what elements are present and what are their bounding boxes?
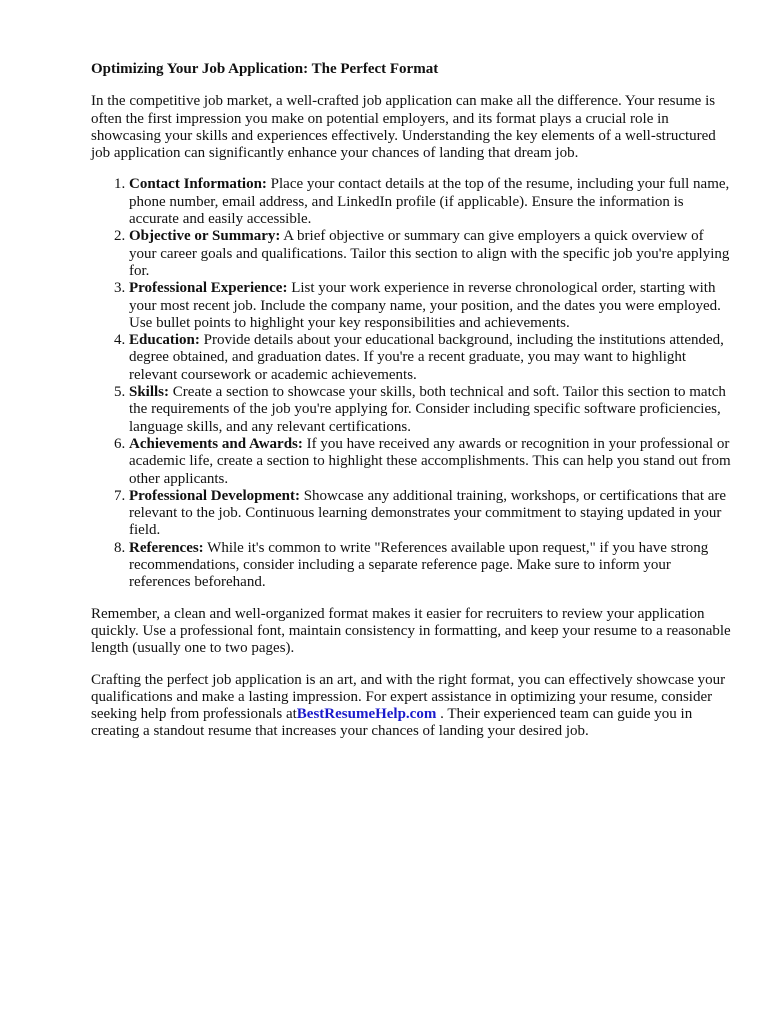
item-label: Objective or Summary: [129,228,281,245]
item-label: Professional Experience: [129,280,288,297]
list-item [129,176,733,228]
list-item [129,540,733,592]
item-text: While it's common to write "References available upon request," if you have strong recommendations, consider including a separate reference page. Make sure to inform your references beforehand. [129,539,709,591]
list-item [129,384,733,436]
list-item [129,488,733,540]
list-item [129,332,733,384]
bestresumehelp-link[interactable]: BestResumeHelp.com [296,706,437,723]
closing-paragraph [91,672,733,741]
list-item [129,436,733,488]
item-text: Place your contact details at the top of the resume, including your full name, phone number, email address, and LinkedIn profile (if applicable). Ensure the information is accurate and easily accessible. [129,176,730,228]
item-text: Create a section to showcase your skills, both technical and soft. Tailor this section to match the requirements of the job you're applying for. Consider including specific software proficiencies, language skills, and any relevant certifications. [129,384,726,435]
closing-text-before: Crafting the perfect job application is an art, and with the right format, you can effectively showcase your qualifications and make a lasting impression. For expert assistance in optimizing your resume, consider seeking help from professionals at [91,671,726,723]
intro-paragraph: In the competitive job market, a well-crafted job application can make all the difference. Your resume is often the first impression you make on potential employers, and its format plays a crucial role in showcasing your skills and experiences effectively. Understanding the key elements of a well-structured job application can significantly enhance your chances of landing that dream job. [91,93,716,162]
item-text: A brief objective or summary can give employers a quick overview of your career goals and qualifications. Tailor this section to align with the specific job you're applying for. [129,228,730,279]
list-item [129,228,733,280]
item-label: Skills: [129,384,170,401]
item-text: Showcase any additional training, workshops, or certifications that are relevant to the job. Continuous learning demonstrates your commitment to staying updated in your field. [129,487,727,539]
document-page [91,61,733,755]
item-label: References: [129,539,204,556]
remember-paragraph: Remember, a clean and well-organized format makes it easier for recruiters to review your application quickly. Use a professional font, maintain consistency in formatting, and keep your resume to a reasonable length (usually one to two pages). [91,605,731,657]
list-item [129,280,733,332]
closing-text-after: . Their experienced team can guide you in creating a standout resume that increases your chances of landing your desired job. [91,706,693,740]
item-text: List your work experience in reverse chronological order, starting with your most recent job. Include the company name, your position, and the dates you were employed. Use bullet points to highlight your key responsibilities and achievements. [129,280,721,331]
item-text: If you have received any awards or recognition in your professional or academic life, create a section to highlight these accomplishments. This can help you stand out from other applicants. [129,435,731,487]
document-title: Optimizing Your Job Application: The Perfect Format [91,61,439,77]
format-tips-list [91,176,733,591]
item-text: Provide details about your educational background, including the institutions attended, degree obtained, and graduation dates. If you're a recent graduate, you may want to highlight relevant coursework or academic achievements. [129,332,724,383]
item-label: Achievements and Awards: [129,435,303,452]
item-label: Contact Information: [129,176,267,193]
item-label: Education: [129,332,200,349]
item-label: Professional Development: [129,487,300,504]
